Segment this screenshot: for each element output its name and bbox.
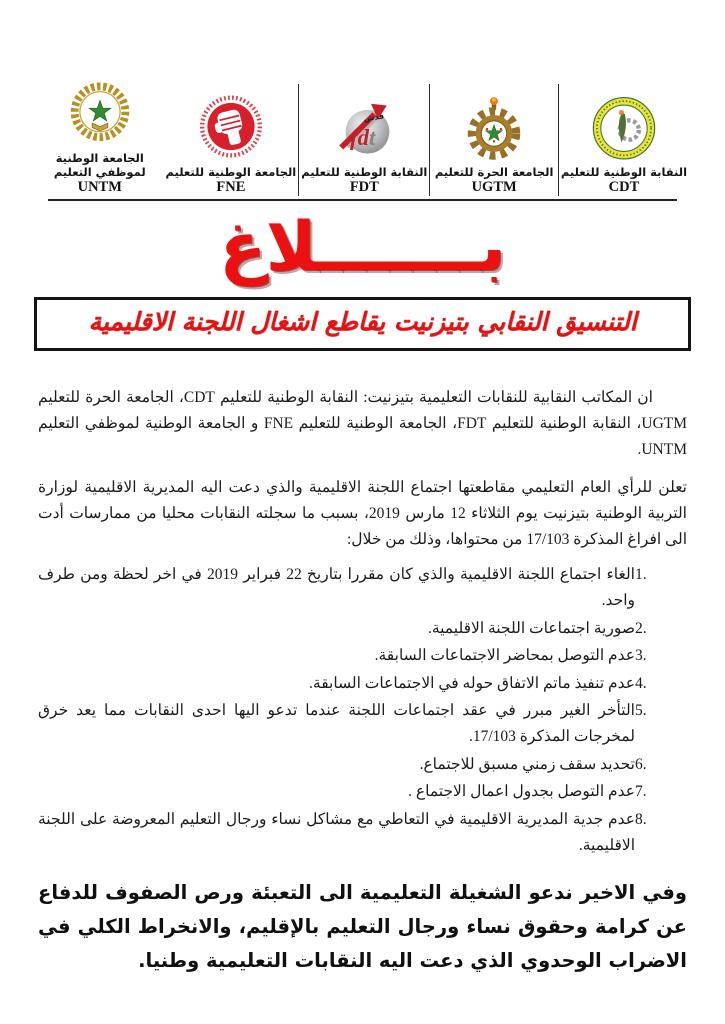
svg-text:فدش: فدش	[363, 110, 385, 123]
reasons-list	[38, 562, 687, 859]
list-item	[38, 643, 661, 669]
cdt-acronym: CDT	[608, 179, 640, 195]
fne-acronym: FNE	[216, 179, 246, 195]
list-item	[38, 807, 661, 859]
cdt-label: النقابة الوطنية للتعليم	[560, 164, 688, 179]
fdt-acronym: FDT	[349, 179, 379, 195]
list-item-text: عدم جدية المديرية الاقليمية في التعاطي مع مشاكل نساء ورجال التعليم المعروضة على اللجنة الاقليمية.	[38, 810, 635, 854]
list-item	[38, 779, 661, 805]
list-item-number: 5.	[635, 702, 647, 719]
list-item-number: 2.	[635, 619, 647, 637]
ugtm-acronym: UGTM	[471, 179, 517, 195]
list-item-number: 7.	[635, 783, 647, 800]
document-body	[34, 385, 691, 978]
logo-cell-untm	[36, 84, 164, 196]
untm-logo-icon	[65, 82, 135, 152]
list-item-number: 3.	[635, 647, 647, 664]
ugtm-label: الجامعة الحرة للتعليم	[434, 164, 554, 179]
list-item-text: عدم تنفيذ ماتم الاتفاق حوله في الاجتماعات السابقة.	[309, 674, 635, 692]
announcement-paragraph: تعلن للرأي العام التعليمي مقاطعتها اجتماع اللجنة الاقليمية والذي دعت اليه المديرية الاقليمية لوزارة التربية الوطنية بتيزنيت يوم الثلاثاء 12 مارس 2019، بسبب ما سجلته النقابات محليا من ممارسات أدت الى افراغ المذكرة 17/103 من محتواها، وذلك من خلال:	[38, 479, 687, 548]
list-item	[38, 752, 661, 778]
untm-acronym: UNTM	[77, 179, 122, 195]
intro-paragraph: ان المكاتب النقابية للنقابات التعليمية بتيزنيت: النقابة الوطنية للتعليم CDT، الجامعة الحرة للتعليم UGTM، النقابة الوطنية للتعليم FDT، الجامعة الوطنية للتعليم FNE و الجامعة الوطنية لموظفي التعليم UNTM.	[38, 389, 688, 458]
cdt-logo-icon	[589, 94, 659, 166]
list-item-text: التأخر الغير مبرر في عقد اجتماعات اللجنة عندما تدعو اليها احدى النقابات مما يعد خرق لمخرجات المذكرة 17/103.	[38, 702, 635, 745]
closing-paragraph: وفي الاخير ندعو الشغيلة التعليمية الى التعبئة ورص الصفوف للدفاع عن كرامة وحقوق نساء ورجال التعليم بالإقليم، والانخراط الكلي في الاضراب الوحدوي الذي دعت اليه النقابات التعليمية وطنيا.	[38, 880, 687, 972]
list-item-text: صورية اجتماعات اللجنة الاقليمية.	[427, 619, 635, 637]
fdt-label: النقابة الوطنية للتعليم	[301, 164, 428, 179]
logo-cell-ugtm	[429, 84, 558, 196]
communique-title: بـــــــلاغ	[219, 208, 506, 287]
logo-cell-cdt	[558, 84, 689, 196]
list-item-text: عدم التوصل بجدول اعمال الاجتماع .	[408, 783, 635, 800]
fdt-logo-icon	[328, 94, 400, 166]
list-item	[38, 698, 661, 750]
list-item	[38, 671, 661, 697]
list-item	[38, 616, 661, 642]
fne-label: الجامعة الوطنية للتعليم	[165, 164, 297, 179]
list-item-number: 1.	[635, 566, 647, 583]
subtitle-text: التنسيق النقابي بتيزنيت يقاطع اشغال اللجنة الاقليمية	[88, 307, 637, 336]
fne-logo-icon	[196, 94, 266, 166]
header-divider-line	[48, 199, 677, 201]
list-item-number: 4.	[635, 674, 647, 692]
list-item-text: الغاء اجتماع اللجنة الاقليمية والذي كان مقررا بتاريخ 22 فبراير 2019 في اخر لحظة ومن طرف واحد.	[38, 566, 635, 609]
list-item	[38, 562, 661, 614]
logo-cell-fne	[164, 84, 299, 196]
ugtm-logo-icon	[459, 94, 529, 166]
subtitle-box	[34, 297, 691, 351]
union-logos-header	[36, 84, 689, 196]
document-page	[0, 84, 725, 1024]
list-item-number: 6.	[635, 755, 647, 773]
list-item-text: تحديد سقف زمني مسبق للاجتماع.	[419, 755, 635, 773]
svg-text:fdt: fdt	[350, 124, 376, 150]
logo-cell-fdt	[298, 84, 429, 196]
untm-label: الجامعة الوطنية لموظفي التعليم	[53, 151, 146, 179]
list-item-number: 8.	[635, 810, 647, 828]
list-item-text: عدم التوصل بمحاضر الاجتماعات السابقة.	[374, 647, 635, 664]
